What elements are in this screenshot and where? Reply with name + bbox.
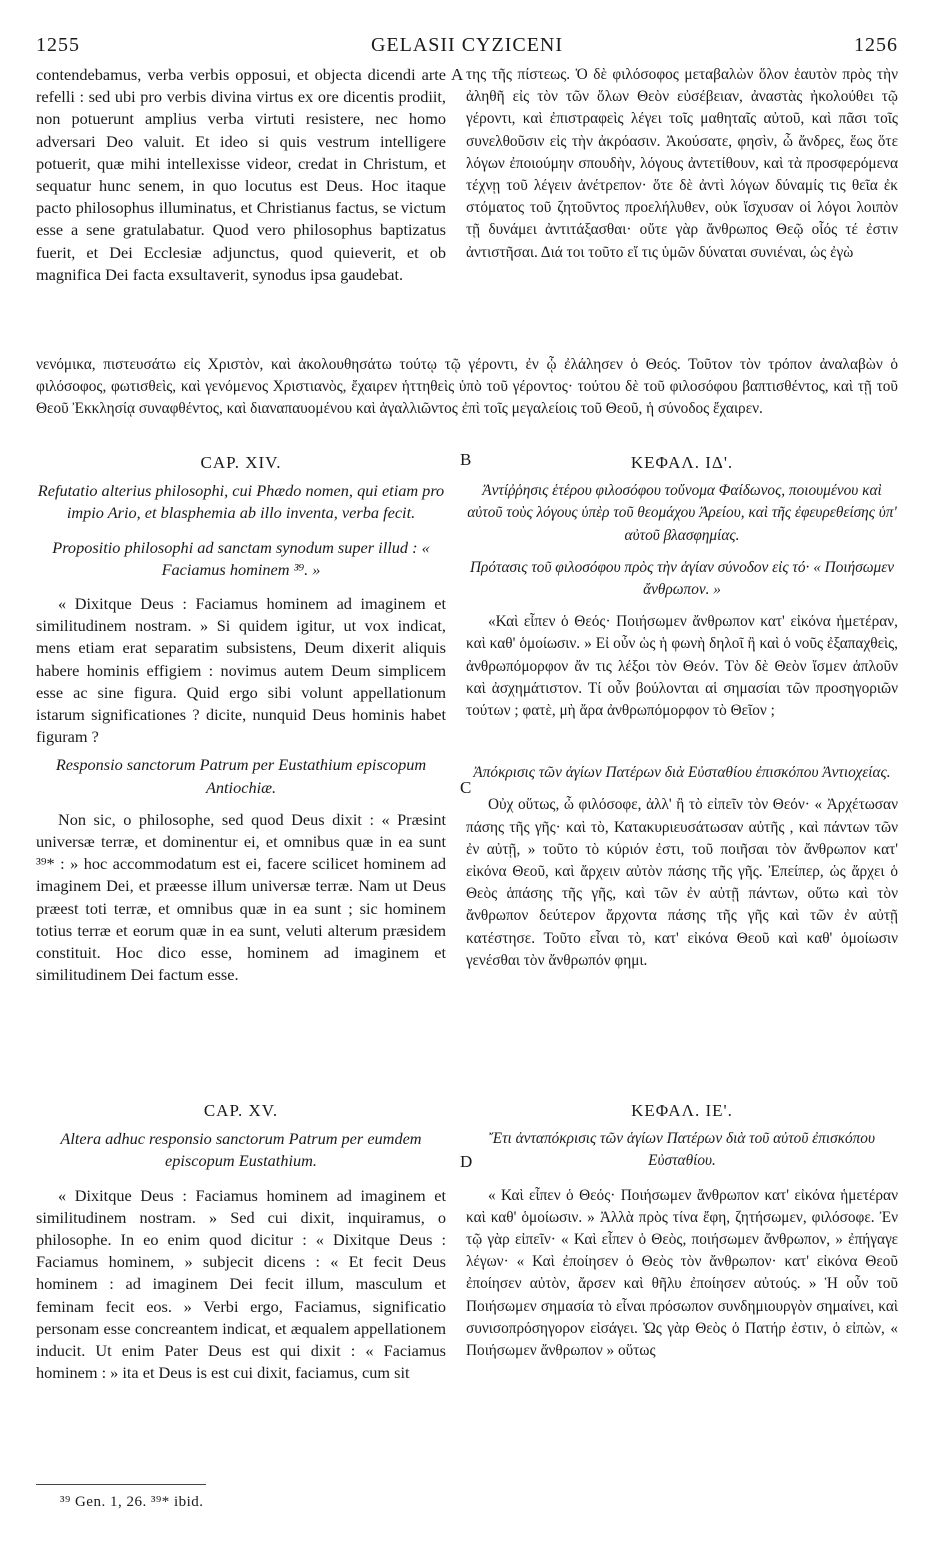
greek-cap15-text: « Καὶ εἶπεν ὁ Θεός· Ποιήσωμεν ἄνθρωπον κατ' εἰκόνα ἡμετέραν καὶ καθ' ὁμοίωσιν. » Ἀλλὰ πρὸς τίνα ἔφη, ζητήσωμεν, φιλόσοφε. Ἐν τῷ γὰρ εἰπεῖν· « Καὶ εἶπεν ὁ Θεὸς, ποιήσωμεν ἄνθρωπον, » ἐπήγαγε λέγων· « Καὶ ἐποίησεν ὁ Θεὸς τὸν ἄνθρωπον· κατ' εἰκόνα Θεοῦ ἐποίησεν αὐτὸν, ἄρσεν καὶ θῆλυ ἐποίησεν αὐτούς. » Ἡ οὖν τοῦ Ποιήσωμεν σημασία τὸ εἶναι πρόσωπον συνδημιουργὸν σημαίνει, καὶ συνισοπρόσηγορον εἰσάγει. Ὡς γὰρ Θεὸς ὁ Πατήρ ἐστιν, ὁ εἰπὼν, « Ποιήσωμεν ἄνθρωπον » οὕτως	[466, 1186, 898, 1360]
latin-cap14-section	[36, 452, 446, 986]
page	[36, 32, 898, 1522]
latin-cap14-proposition: Propositio philosophi ad sanctam synodum super illud : « Faciamus hominem ³⁹. »	[52, 537, 430, 579]
margin-marker-c: C	[460, 778, 472, 797]
greek-full-width-paragraph: νενόμικα, πιστευσάτω εἰς Χριστὸν, καὶ ἀκολουθησάτω τούτῳ τῷ γέροντι, ἐν ᾧ ἐλάλησεν ὁ Θεός. Τοῦτον τὸν τρόπον ἀναλαβὼν ὁ φιλόσοφος, φωτισθεὶς, καὶ γενόμενος Χριστιανὸς, ἔχαιρεν ἡττηθεὶς ὑπὸ τοῦ γέροντος· τούτου δὲ τοῦ φιλοσόφου βαπτισθέντος, καὶ τῇ τοῦ Θεοῦ Ἐκκλησίᾳ συναφθέντος, καὶ διαναπαυομένου καὶ ἀγαλλιῶντος ἐπὶ τοῖς μεγαλείοις τοῦ Θεοῦ, ἡ σύνοδος ἔχαιρεν.	[36, 356, 898, 418]
page-number-right: 1256	[854, 34, 898, 56]
greek-cap14-text: «Καὶ εἶπεν ὁ Θεός· Ποιήσωμεν ἄνθρωπον κατ' εἰκόνα ἡμετέραν, καὶ καθ' ὁμοίωσιν. » Εἰ οὖν ὡς ἡ φωνὴ δηλοῖ ἢ καὶ ὁ νοῦς ἐξαπαχθεὶς, ἀνθρωπόμορφον ἄν τις λέξοι τὸν Θεόν. Τὸν δὲ Θεὸν ἴσμεν ἁπλοῦν καὶ ἀσχημάτιστον. Τί οὖν βούλονται αἱ σημασίαι τῶν προσηγοριῶν τούτων ; φατὲ, μὴ ἄρα ἀνθρωπόμορφον τὸ Θεῖον ;	[466, 613, 898, 720]
latin-cap14-title: Refutatio alterius philosophi, cui Phædo nomen, qui etiam pro impio Ario, et blasphemia ab illo inventa, verba fecit.	[37, 481, 445, 523]
latin-cap14-text: « Dixitque Deus : Faciamus hominem ad imaginem et similitudinem nostram. » Si quidem igitur, ut vox indicat, mens etiam erat separatim subsistens, Deum dixerit aliquis habere hominis effigiem : novimus autem Deum simplicem esse ac sine figura. Quid ergo sibi volunt appellationum istarum significationes ? dicite, nunquid Deus hominis habet figuram ?	[36, 594, 446, 747]
greek-cap14-proposition: Πρότασις τοῦ φιλοσόφου πρὸς τὴν ἁγίαν σύνοδον εἰς τό· « Ποιήσωμεν ἄνθρωπον. »	[469, 558, 895, 599]
running-title: GELASII CYZICENI	[370, 34, 564, 56]
greek-cap15-section	[466, 1100, 898, 1362]
latin-cap14-heading: CAP. XIV.	[200, 453, 282, 472]
greek-cap15-heading: ΚΕΦΑΛ. ΙΕ'.	[631, 1101, 733, 1120]
footnotes: ³⁹ Gen. 1, 26. ³⁹* ibid.	[60, 1494, 204, 1510]
footnote-rule	[36, 1484, 206, 1485]
latin-cap15-heading: CAP. XV.	[203, 1101, 279, 1120]
greek-cap15-title: Ἔτι ἀνταπόκρισις τῶν ἁγίων Πατέρων διὰ τοῦ αὐτοῦ ἐπισκόπου Εὐσταθίου.	[489, 1130, 875, 1170]
latin-cap14-response-title: Responsio sanctorum Patrum per Eustathium episcopum Antiochiæ.	[55, 755, 427, 797]
greek-cap14-section	[466, 452, 898, 972]
latin-cap15-text: « Dixitque Deus : Faciamus hominem ad imaginem et similitudinem nostram. » Sed cui dixit, inquiramus, o philosophe. In eo enim quod dicitur : « Dixitque Deus : Faciamus hominem, » subjecit dicens : « Et fecit Deus hominem : ad imaginem Dei fecit illum, masculum et feminam fecit eos. » Verbi ergo, Faciamus, significatio personam esse concreantem indicat, et æqualem appellationem inducit. Ut enim Pater Deus est qui dixit : « Faciamus hominem : » ita et Deus is est cui dixit, faciamus, cum sit	[36, 1185, 446, 1383]
page-number-left: 1255	[36, 34, 80, 56]
greek-paragraph-1: της τῆς πίστεως. Ὁ δὲ φιλόσοφος μεταβαλὼν ὅλον ἑαυτὸν πρὸς τὴν ἀληθῆ εἰς τὸν τῶν ὅλων Θεὸν εὐσέβειαν, ἀναστὰς ἠκολούθει τῷ γέροντι, καὶ ἐπιστραφεὶς λέγει τοῖς μαθηταῖς αὐτοῦ, καὶ πᾶσι τοῖς συνελθοῦσιν εἰς τὴν ἀκρόασιν. Ἀκούσατε, φησὶν, ὦ ἄνδρες, ἕως ὅτε λόγων ἐποιούμην σπουδὴν, λόγους ἀντετίθουν, καὶ τὰ προσφερόμενα τέχνῃ τοῦ λέγειν ἀνέτρεπον· ὅτε δὲ ἀντὶ λόγων δύναμίς τις θεῖα ἐκ στόματος τοῦ ζητοῦντος προελήλυθεν, οὐκ ἴσχυσαν οἱ λόγοι λοιπὸν τῇ δυνάμει ἀντιτάξασθαι· οὔτε γὰρ ἄνθρωπος Θεῷ οἷός τέ ἐστιν ἀντιστῆσαι. Διά τοι τοῦτο εἴ τις ὑμῶν δύναται συνιέναι, ὡς ἐγὼ	[466, 66, 898, 261]
greek-cap14-title: Ἀντίῤῥησις ἑτέρου φιλοσόφου τοὔνομα Φαίδωνος, ποιουμένου καὶ αὐτοῦ τοὺς λόγους ὑπὲρ τοῦ θεομάχου Ἀρείου, καὶ τῆς ἐφευρεθείσης ὑπ' αὐτοῦ βλασφημίας.	[467, 482, 897, 544]
margin-marker-d: D	[460, 1152, 473, 1171]
greek-cap14-heading: ΚΕΦΑΛ. ΙΔ'.	[630, 453, 734, 472]
margin-marker-a: A	[451, 65, 464, 84]
greek-cap14-response-title: Ἀπόκρισις τῶν ἁγίων Πατέρων διὰ Εὐσταθίου ἐπισκόπου Ἀντιοχείας.	[473, 764, 891, 782]
latin-paragraph-1: contendebamus, verba verbis opposui, et objecta dicendi arte refelli : sed ubi pro verbis divina virtus ex ore dicentis prodiit, non potuerunt amplius verba virtuti resistere, nec homo adversari Deo valuit. Et ideo si quis vestrum intelligere potuerit, quæ mihi intellexisse videor, credat in Christum, et sequatur hunc senem, in quo locutus est Deus. Hoc itaque pacto philosophus illuminatus, et Christianus factus, se victum esse a sene gratulabatur. Quod vero philosophus baptizatus fuerit, et Dei Ecclesiæ adjunctus, quod quieverit, et ob magnifica Dei facta exsultaverit, synodus ipsa gaudebat.	[36, 65, 446, 284]
margin-marker-b: B	[460, 450, 472, 469]
latin-cap15-section	[36, 1100, 446, 1384]
latin-cap14-response-text: Non sic, o philosophe, sed quod Deus dixit : « Præsint universæ terræ, et dominentur ei, et omnibus quæ in ea sunt ³⁹* : » hoc accommodatum est ei, facere scilicet hominem ad imaginem Dei, et præesse illum universæ terræ. Nam ut Deus præest toti terræ, et omnibus quæ in ea sunt ; sic hominem totius terræ et eorum quæ in ea sunt, veluti alterum præsidem constituit. Hoc dico esse, hominem ad imaginem et similitudinem Dei factum esse.	[36, 809, 446, 985]
greek-cap14-response-text: Οὐχ οὕτως, ὦ φιλόσοφε, ἀλλ' ἢ τὸ εἰπεῖν τὸν Θεόν· « Ἀρχέτωσαν πάσης τῆς γῆς· καὶ τὸ, Κατακυριευσάτωσαν αὐτῆς , καὶ πάντων τῶν ἐν αὐτῇ, » τοῦτο τὸ κύριόν ἐστι, τοῦ ποιῆσαι τὸν ἄνθρωπον κατ' εἰκόνα Θεοῦ, καὶ ἄρχειν αὐτὸν πάσης τῆς γῆς. Ἐπείπερ, ὡς ἄρχει ὁ Θεὸς ἁπάσης τῆς γῆς, καὶ τῶν ἐν αὐτῇ πάντων, οὕτω καὶ τὸν ἄνθρωπον δεύτερον ἄρχοντα πάσης τῆς γῆς καὶ τῶν ἐν αὐτῇ κατέστησε. Τοῦτο εἶναι τὸ, κατ' εἰκόνα Θεοῦ καὶ καθ' ὁμοίωσιν γενέσθαι τὸν ἄνθρωπόν φημι.	[466, 796, 898, 969]
page-header	[36, 32, 898, 62]
latin-cap15-title: Altera adhuc responsio sanctorum Patrum per eumdem episcopum Eustathium.	[60, 1129, 422, 1171]
